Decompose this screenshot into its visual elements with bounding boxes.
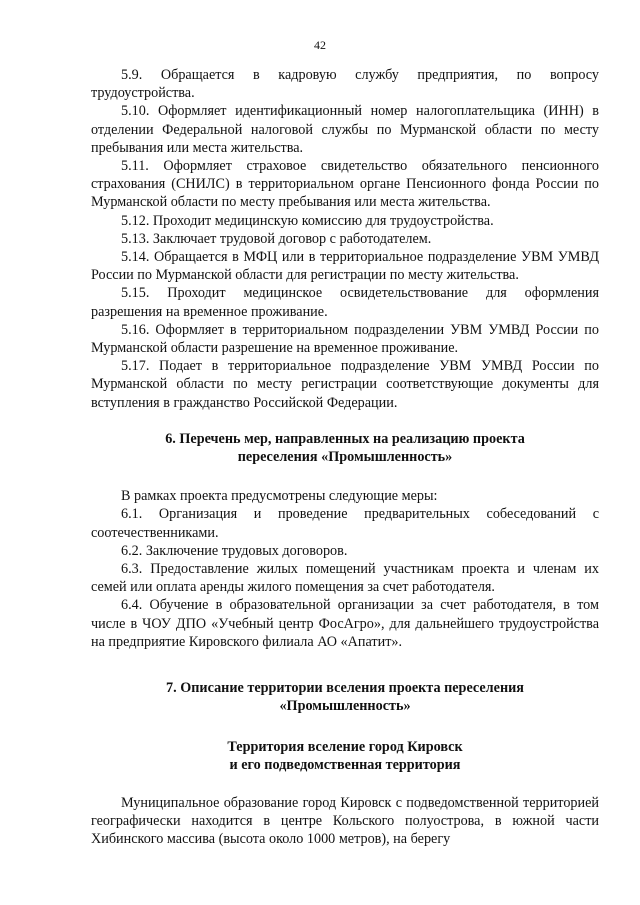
list-item: 5.16. Оформляет в территориальном подразделении УВМ УМВД России по Мурманской области разрешение на временное проживание. (91, 321, 599, 357)
section-7-heading (91, 679, 599, 715)
list-item: 5.9. Обращается в кадровую службу предприятия, по вопросу трудоустройства. (91, 67, 599, 102)
section-6-heading (91, 430, 599, 466)
section-7-paragraph: Муниципальное образование город Кировск с подведомственной территорией географически находится в центре Кольского полуострова, в южной части Хибинского массива (высота около 1000 метров), на берегу (91, 794, 599, 848)
list-item: 6.4. Обучение в образовательной организации за счет работодателя, в том числе в ЧОУ ДПО «Учебный центр ФосАгро», для дальнейшего трудоустройства на предприятие Кировского филиала АО «Апатит». (91, 597, 599, 650)
list-item: 5.13. Заключает трудовой договор с работодателем. (121, 230, 432, 247)
heading-line: «Промышленность» (279, 698, 411, 715)
list-item: 5.10. Оформляет идентификационный номер налогоплательщика (ИНН) в отделении Федеральной налоговой службы по Мурманской области по месту пребывания или места жительства. (91, 103, 599, 156)
list-item: 5.14. Обращается в МФЦ или в территориальное подразделение УВМ УМВД России по Мурманской области для регистрации по месту жительства. (91, 249, 599, 284)
heading-line: 7. Описание территории вселения проекта переселения (166, 680, 524, 697)
heading-line: переселения «Промышленность» (237, 449, 453, 466)
list-item: 5.11. Оформляет страховое свидетельство обязательного пенсионного страхования (СНИЛС) в территориальном органе Пенсионного фонда России по Мурманской области по месту пребывания или места жительства. (91, 158, 599, 211)
heading-line: и его подведомственная территория (229, 756, 461, 773)
heading-line: 6. Перечень мер, направленных на реализацию проекта (165, 430, 525, 447)
heading-line: Территория вселение город Кировск (227, 738, 463, 755)
document-body (91, 66, 599, 849)
section-7-subheading (91, 738, 599, 774)
list-item: 5.15. Проходит медицинское освидетельствование для оформления разрешения на временное проживание. (91, 285, 599, 320)
page-number: 42 (314, 38, 326, 52)
list-item: 5.12. Проходит медицинскую комиссию для трудоустройства. (121, 212, 494, 229)
list-item: 6.1. Организация и проведение предварительных собеседований с соотечественниками. (91, 506, 599, 541)
list-item: 6.2. Заключение трудовых договоров. (121, 542, 348, 559)
section-6-intro: В рамках проекта предусмотрены следующие меры: (121, 488, 438, 505)
list-item: 5.17. Подает в территориальное подразделение УВМ УМВД России по Мурманской области по месту регистрации соответствующие документы для вступления в гражданство Российской Федерации. (91, 358, 599, 411)
list-item: 6.3. Предоставление жилых помещений участникам проекта и членам их семей или оплата аренды жилого помещения за счет работодателя. (91, 561, 599, 596)
